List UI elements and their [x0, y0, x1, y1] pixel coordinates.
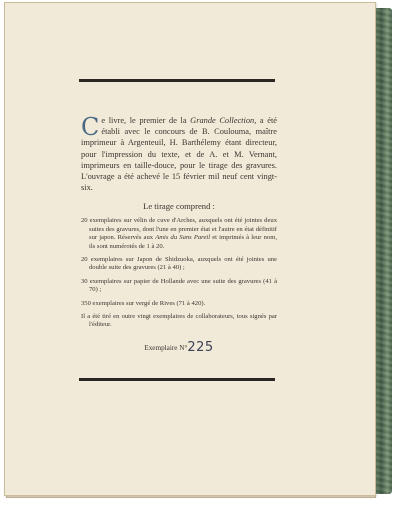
- exemplaire-line: [81, 340, 277, 355]
- tirage-list: [81, 217, 277, 329]
- intro-text-after: , a été établi avec le concours de B. Coulouma, maître imprimeur à Argenteuil, H. Barthélemy étant directeur, pour l'impression du texte, et de A. et M. Vernant, imprimeurs en taille-douce, pour le tirage des gravures. L'ouvrage a été achevé le 15 février mil neuf cent vingt-six.: [81, 116, 277, 193]
- drop-cap: C: [81, 113, 100, 141]
- tirage-entry: Il a été tiré en outre vingt exemplaires de collaborateurs, tous signés par l'éditeur.: [81, 313, 277, 329]
- entry-text-after: et imprimés à leur nom, ils sont numérotés de 1 à 20.: [89, 234, 277, 250]
- tirage-heading: Le tirage comprend :: [143, 201, 215, 212]
- colophon-content: [81, 115, 277, 355]
- tirage-entry: 20 exemplaires sur Japon de Shidzuoka, auxquels ont été jointes une double suite des gravures (21 à 40) ;: [81, 256, 277, 272]
- entry-text-before: 20 exemplaires sur vélin de cuve d'Arches, auxquels ont été jointes deux suites des gravures, dont l'une en premier état et l'autre en état définitif sur japon. Réservés aux: [81, 217, 277, 242]
- justification-page: [4, 2, 376, 496]
- tirage-entry: 350 exemplaires sur vergé de Rives (71 à 420).: [81, 299, 206, 307]
- colophon-intro: [81, 115, 277, 193]
- intro-text-before: e livre, le premier de la: [101, 116, 191, 125]
- book: [4, 2, 390, 498]
- exemplaire-label: Exemplaire N°: [144, 343, 188, 352]
- intro-italic: Grande Collection: [190, 116, 255, 125]
- top-rule: [79, 79, 275, 82]
- bottom-rule: [79, 378, 275, 381]
- tirage-entry: [77, 217, 277, 251]
- tirage-entry: 30 exemplaires sur papier de Hollande avec une suite des gravures (41 à 70) ;: [81, 277, 277, 294]
- exemplaire-number: 225: [187, 339, 214, 355]
- entry-italic: Amis du Sans Pareil: [155, 234, 211, 242]
